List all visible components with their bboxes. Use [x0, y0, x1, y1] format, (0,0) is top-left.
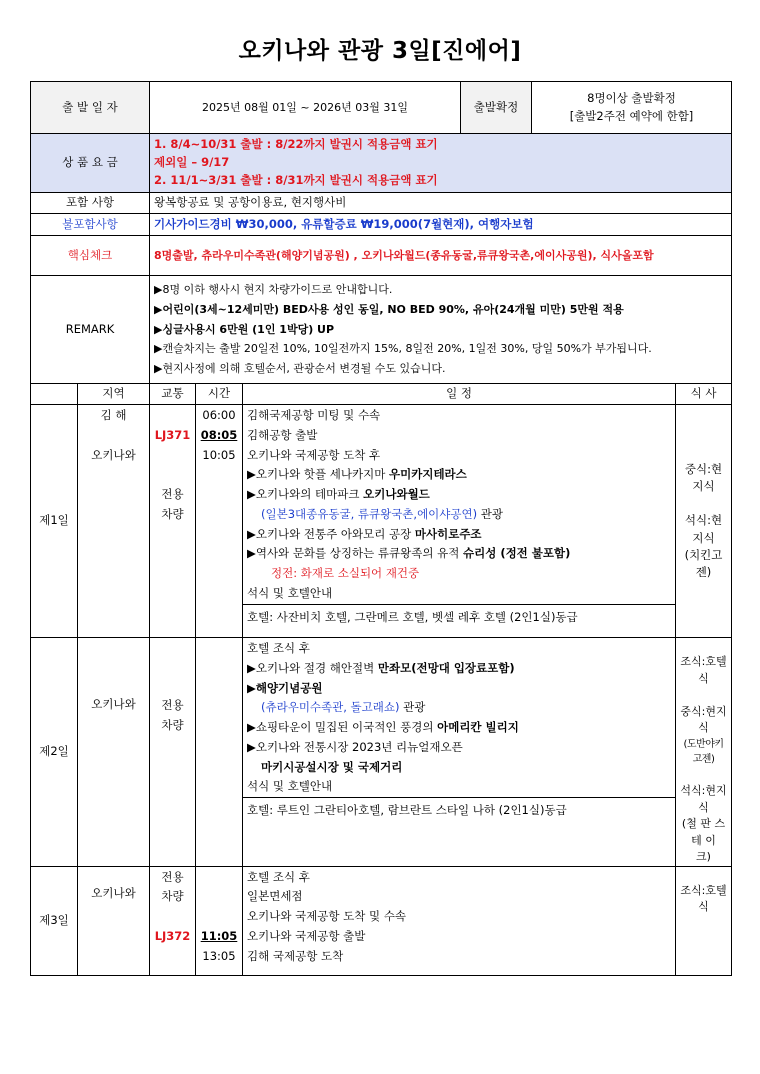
- schedule-line: ▶오키나와 전통주 아와모리 공장 마사히로주조: [247, 526, 482, 541]
- schedule-line: ▶해양기념공원: [247, 680, 323, 695]
- fare-info: [150, 134, 732, 193]
- remark-line: ▶현지사정에 의해 호텔순서, 관광순서 변경될 수도 있습니다.: [154, 362, 446, 376]
- schedule-line: (츄라우미수족관, 돌고래쇼) 관광: [261, 700, 426, 715]
- day2-meals: [676, 638, 732, 867]
- schedule-line: 일본면세점: [247, 889, 303, 904]
- fare-line-2: 제외일 – 9/17: [154, 155, 230, 170]
- schedule-line: 김해 국제공항 도착: [247, 948, 344, 963]
- schedule-line: 호텔 조식 후: [247, 869, 310, 884]
- day3-label: 제3일: [31, 866, 78, 975]
- day2-transport-line2: 차량: [161, 717, 184, 732]
- meal-dinner: 석식:현지식: [684, 513, 723, 545]
- day1-times: [196, 405, 243, 638]
- day3-flight: LJ372: [154, 928, 191, 943]
- day2-times: [196, 638, 243, 867]
- day2-schedule: [243, 638, 676, 867]
- day1-transport-line1: 전용: [161, 487, 184, 502]
- itinerary-table: [30, 81, 732, 976]
- excluded-label: 불포함사항: [31, 214, 150, 236]
- remark-line: ▶싱글사용시 6만원 (1인 1박당) UP: [154, 322, 335, 336]
- day1-time-2: 08:05: [200, 427, 238, 442]
- meal-dinner-detail: (치킨고젠): [684, 547, 723, 580]
- day3-times: [196, 866, 243, 975]
- place-umikaji: 우미카지테라스: [389, 467, 467, 482]
- day1-time-3: 10:05: [202, 447, 236, 462]
- remark-line: ▶캔슬차지는 출발 20일전 10%, 10일전까지 15%, 8일전 20%, 1일전 30%, 당일 50%가 부가됩니다.: [154, 342, 652, 356]
- day3-region: 오키나와: [78, 866, 150, 975]
- meal-lunch: 중식:현지식: [684, 461, 723, 493]
- meal-dinner-detail-2: 크): [696, 850, 711, 863]
- schedule-line: ▶쇼핑타운이 밀집된 이국적인 풍경의 아메리칸 빌리지: [247, 720, 519, 735]
- schedule-line: 마키시공설시장 및 국제거리: [261, 759, 403, 774]
- day2-transport-line1: 전용: [161, 698, 184, 712]
- day1-meals: [676, 405, 732, 638]
- day2-transport: [150, 638, 196, 867]
- header-schedule: 일 정: [243, 384, 676, 405]
- day2-label: 제2일: [31, 638, 78, 867]
- confirm-label: 출발확정: [461, 82, 532, 134]
- departure-label: 출 발 일 자: [31, 82, 150, 134]
- remark-list: [150, 276, 732, 384]
- meal-dinner-detail: (철 판 스 테 이: [681, 817, 726, 847]
- schedule-note: 정전: 화재로 소실되어 재건중: [271, 566, 420, 581]
- day1-time-1: 06:00: [202, 408, 236, 422]
- schedule-line: 김해국제공항 미팅 및 수속: [247, 408, 381, 422]
- schedule-line: ▶오키나와 전통시장 2023년 리뉴얼재오픈: [247, 739, 463, 754]
- meal-dinner: 석식:현지식: [680, 784, 727, 814]
- fare-line-3: 2. 11/1~3/31 출발 : 8/31까지 발권시 적용금액 표기: [154, 172, 438, 187]
- schedule-line: 오키나와 국제공항 출발: [247, 928, 366, 943]
- day3-schedule: [243, 866, 676, 975]
- meal-lunch-detail: (도반야키고젠): [683, 738, 724, 765]
- day1-hotel: 호텔: 사잔비치 호텔, 그란메르 호텔, 벳셀 레후 호텔 (2인1실)동급: [243, 604, 675, 630]
- place-american-village: 아메리칸 빌리지: [437, 720, 519, 735]
- schedule-line: (일본3대종유동굴, 류큐왕국촌,에이샤공연) 관광: [261, 506, 503, 521]
- day1-region2: 오키나와: [91, 447, 136, 462]
- meal-lunch: 중식:현지식: [680, 704, 727, 734]
- meal-breakfast: 조식:호텔식: [680, 883, 727, 913]
- day1-region: [78, 405, 150, 638]
- place-shuri: 슈리성 (정전 불포함): [462, 546, 571, 561]
- fare-line-1: 1. 8/4~10/31 출발 : 8/22까지 발권시 적용금액 표기: [154, 137, 438, 152]
- day3-meals: [676, 866, 732, 975]
- included-label: 포함 사항: [31, 193, 150, 214]
- schedule-line: ▶역사와 문화를 상징하는 류큐왕족의 유적 슈리성 (정전 불포함): [247, 546, 571, 561]
- day3-time-1: 11:05: [200, 928, 238, 943]
- core-label: 핵심체크: [31, 236, 150, 276]
- day2-region: 오키나와: [78, 638, 150, 867]
- header-region: 지역: [78, 384, 150, 405]
- day3-transport: [150, 866, 196, 975]
- confirm-line2: [출발2주전 예약에 한함]: [569, 108, 694, 123]
- schedule-line: 석식 및 호텔안내: [247, 779, 333, 794]
- header-meal: 식 사: [676, 384, 732, 405]
- day1-transport-line2: 차량: [161, 506, 184, 521]
- schedule-line: ▶오키나와 핫플 세나카지마 우미카지테라스: [247, 467, 467, 482]
- day3-transport-line1: 전용: [161, 869, 184, 884]
- schedule-line: 석식 및 호텔안내: [247, 585, 333, 600]
- meal-breakfast: 조식:호텔식: [680, 655, 727, 685]
- remark-label: REMARK: [31, 276, 150, 384]
- day1-transport: [150, 405, 196, 638]
- header-transport: 교통: [150, 384, 196, 405]
- remark-line: ▶8명 이하 행사시 현지 차량가이드로 안내합니다.: [154, 283, 393, 296]
- day1-flight: LJ371: [154, 427, 191, 442]
- header-day: [31, 384, 78, 405]
- schedule-line: 오키나와 국제공항 도착 및 수속: [247, 909, 407, 924]
- confirm-info: [532, 82, 732, 134]
- day1-label: 제1일: [31, 405, 78, 638]
- day3-time-2: 13:05: [202, 948, 236, 963]
- place-masahiro: 마사히로주조: [414, 526, 482, 541]
- schedule-line: ▶오키나와의 테마파크 오키나와월드: [247, 487, 430, 502]
- schedule-line: ▶오키나와 절경 해안절벽 만좌모(전망대 입장료포함): [247, 660, 515, 675]
- place-manzamo: 만좌모(전망대 입장료포함): [377, 660, 515, 675]
- remark-line: ▶어린이(3세~12세미만) BED사용 성인 동일, NO BED 90%, 유아(24개월 미만) 5만원 적용: [154, 302, 624, 316]
- day1-schedule: [243, 405, 676, 638]
- header-time: 시간: [196, 384, 243, 405]
- core-text: 8명출발, 츄라우미수족관(해양기념공원) , 오키나와월드(종유동굴,류큐왕국촌,에이사공원), 식사올포함: [150, 236, 732, 276]
- schedule-line: 오키나와 국제공항 도착 후: [247, 447, 381, 462]
- fare-label: 상 품 요 금: [31, 134, 150, 193]
- page-title: 오키나와 관광 3일[진에어]: [238, 38, 522, 64]
- schedule-line: 김해공항 출발: [247, 427, 318, 442]
- schedule-line: 호텔 조식 후: [247, 641, 310, 655]
- day1-region1: 김 해: [100, 408, 127, 422]
- day2-hotel: 호텔: 루트인 그란티아호텔, 람브란트 스타일 나하 (2인1실)동급: [243, 797, 675, 823]
- included-text: 왕복항공료 및 공항이용료, 현지행사비: [150, 193, 732, 214]
- departure-period: 2025년 08월 01일 ~ 2026년 03월 31일: [150, 82, 461, 134]
- day3-transport-line2: 차량: [161, 889, 184, 904]
- excluded-text: 기사가이드경비 ₩30,000, 유류할증료 ₩19,000(7월현재), 여행자보험: [150, 214, 732, 236]
- place-okinawa-world: 오키나와월드: [363, 487, 430, 502]
- confirm-line1: 8명이상 출발확정: [587, 91, 676, 106]
